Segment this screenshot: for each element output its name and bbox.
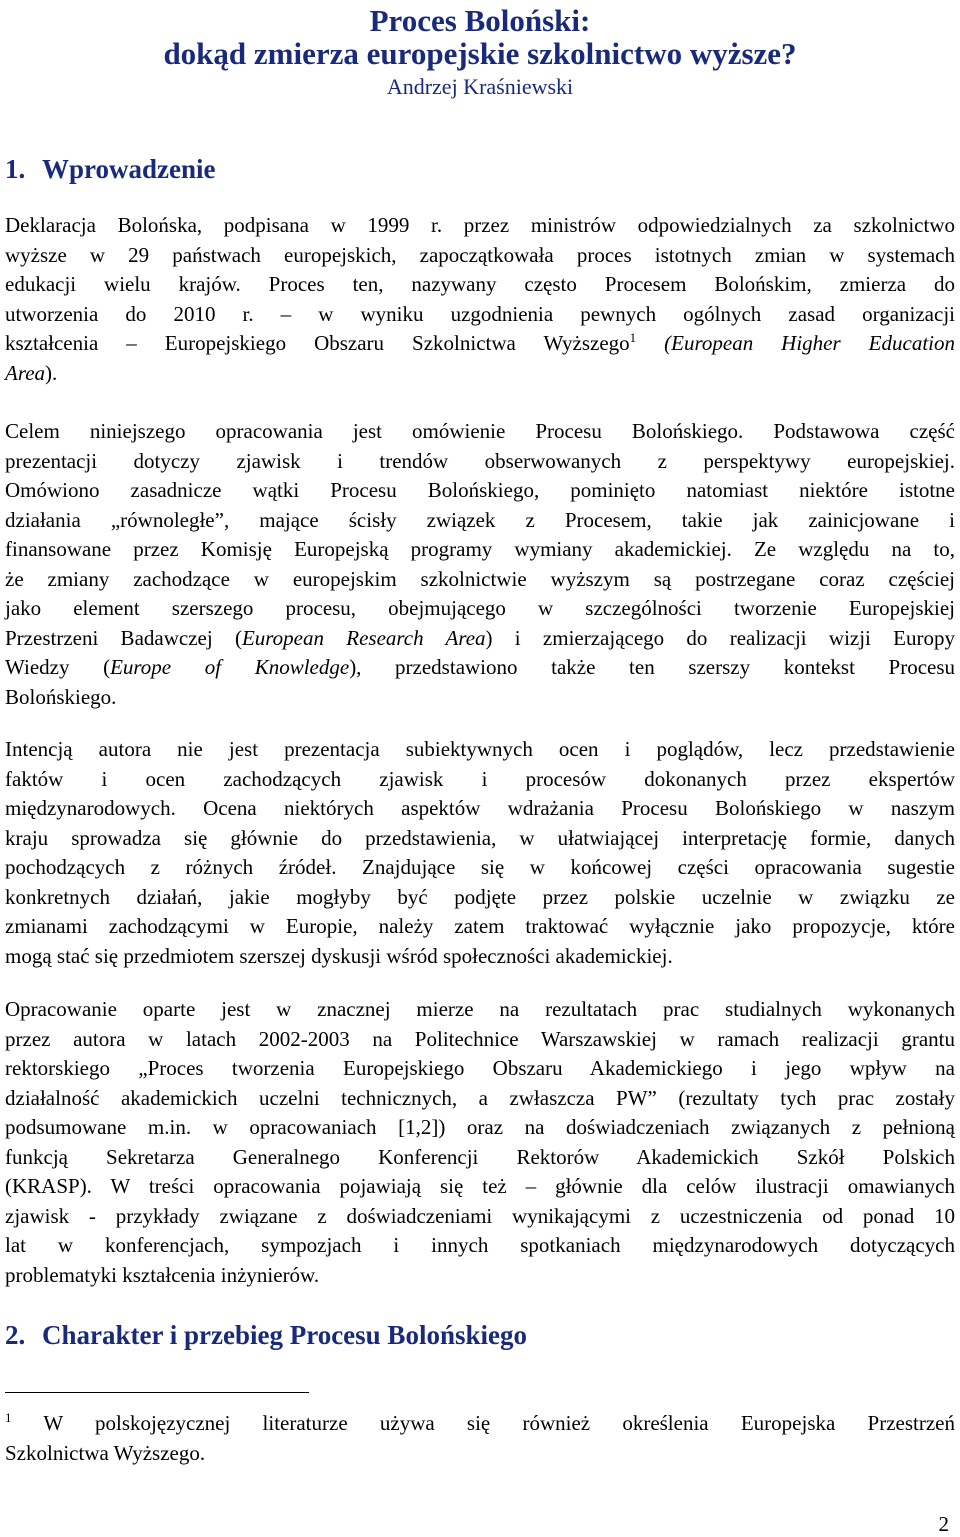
text-line bbox=[5, 359, 955, 389]
page-number: 2 bbox=[938, 1512, 949, 1536]
text-line: że zmiany zachodzące w europejskim szkolnictwie wyższym są postrzegane coraz częściej bbox=[5, 566, 955, 591]
document-title-line-1: Proces Boloński: bbox=[369, 3, 591, 38]
text-line: problematyki kształcenia inżynierów. bbox=[5, 1262, 320, 1287]
text-line: jako element szerszego procesu, obejmującego w szczególności tworzenie Europejskiej bbox=[5, 596, 955, 620]
text-run: Wiedzy ( bbox=[5, 655, 111, 679]
italic-term: Area bbox=[5, 360, 46, 385]
text-line: mogą stać się przedmiotem szerszej dyskusji wśród społeczności akademickiej. bbox=[5, 943, 673, 968]
text-line bbox=[5, 624, 955, 654]
italic-term: (European Higher Education bbox=[664, 331, 955, 355]
text-line: Bolońskiego. bbox=[5, 684, 117, 709]
paragraph-1 bbox=[5, 211, 955, 388]
text-line: kraju sprowadza się głównie do przedstawienia, w ułatwiającej interpretację formie, danych bbox=[5, 825, 955, 850]
text-line: Opracowanie oparte jest w znacznej mierze na rezultatach prac studialnych wykonanych bbox=[5, 997, 955, 1021]
text-line: finansowane przez Komisję Europejską programy wymiany akademickiej. Ze względu na to, bbox=[5, 537, 955, 561]
section-title: Charakter i przebieg Procesu Bolońskiego bbox=[42, 1320, 527, 1350]
text-line: Intencją autora nie jest prezentacja subiektywnych ocen i poglądów, lecz przedstawienie bbox=[5, 737, 955, 761]
footnote bbox=[5, 1408, 955, 1468]
text-line bbox=[5, 329, 955, 359]
text-line: działalność akademickich uczelni technicznych, a zwłaszcza PW” (rezultaty tych prac zostały bbox=[5, 1085, 955, 1110]
footnote-separator bbox=[5, 1392, 309, 1393]
text-line: prezentacji dotyczy zjawisk i trendów obserwowanych z perspektywy europejskiej. bbox=[5, 448, 955, 473]
section-title: Wprowadzenie bbox=[42, 154, 216, 184]
text-line: utworzenia do 2010 r. – w wyniku uzgodnienia pewnych ogólnych zasad organizacji bbox=[5, 301, 955, 326]
section-number: 2. bbox=[5, 1320, 26, 1350]
text-run: ), przedstawiono także ten szerszy kontekst Procesu bbox=[349, 655, 956, 679]
italic-term: European Research Area bbox=[241, 625, 486, 650]
text-line: rektorskiego „Proces tworzenia Europejskiego Obszaru Akademickiego i jego wpływ na bbox=[5, 1056, 955, 1080]
text-line bbox=[5, 1408, 955, 1438]
text-line: funkcją Sekretarza Generalnego Konferencji Rektorów Akademickich Szkół Polskich bbox=[5, 1144, 955, 1169]
footnote-number: 1 bbox=[5, 1410, 12, 1425]
text-line: podsumowane m.in. w opracowaniach [1,2]) oraz na doświadczeniach związanych z pełnioną bbox=[5, 1115, 955, 1139]
text-run: ). bbox=[45, 360, 58, 385]
section-number: 1. bbox=[5, 154, 26, 184]
text-line bbox=[5, 653, 955, 683]
text-line: lat w konferencjach, sympozjach i innych spotkaniach międzynarodowych dotyczących bbox=[5, 1233, 955, 1257]
text-line: konkretnych działań, jakie mogłyby być podjęte przez polskie uczelnie w związku ze bbox=[5, 884, 955, 909]
text-line: faktów i ocen zachodzących zjawisk i procesów dokonanych przez ekspertów bbox=[5, 766, 955, 791]
text-run: W polskojęzycznej literaturze używa się również określenia Europejska Przestrzeń bbox=[43, 1411, 955, 1435]
italic-term: Europe of Knowledge bbox=[110, 655, 350, 679]
author-name: Andrzej Kraśniewski bbox=[386, 74, 574, 99]
text-line: zmianami zachodzącymi w Europie, należy zatem traktować wyłącznie jako propozycje, które bbox=[5, 914, 955, 938]
section-heading-1 bbox=[5, 151, 216, 187]
paragraph-3 bbox=[5, 735, 955, 971]
text-run: ) i zmierzającego do realizacji wizji Europy bbox=[485, 625, 955, 650]
section-heading-2 bbox=[5, 1317, 527, 1353]
text-line: zjawisk - przykłady związane z doświadczeniami wynikającymi z uczestniczenia od ponad 10 bbox=[5, 1203, 955, 1228]
footnote-reference: 1 bbox=[629, 330, 637, 345]
document-title-line-2: dokąd zmierza europejskie szkolnictwo wyższe? bbox=[163, 36, 797, 71]
text-run: Przestrzeni Badawczej ( bbox=[5, 625, 242, 650]
text-line: międzynarodowych. Ocena niektórych aspektów wdrażania Procesu Bolońskiego w naszym bbox=[5, 796, 955, 820]
text-line: Omówiono zasadnicze wątki Procesu Bolońskiego, pominięto natomiast niektóre istotne bbox=[5, 478, 955, 502]
text-line: (KRASP). W treści opracowania pojawiają się też – głównie dla celów ilustracji omawianych bbox=[5, 1174, 955, 1198]
text-run: kształcenia – Europejskiego Obszaru Szkolnictwa Wyższego bbox=[5, 331, 630, 355]
text-line: działania „równoległe”, mające ścisły związek z Procesem, takie jak zainicjowane i bbox=[5, 507, 955, 532]
text-line: przez autora w latach 2002-2003 na Politechnice Warszawskiej w ramach realizacji grantu bbox=[5, 1026, 955, 1051]
text-line: pochodzących z różnych źródeł. Znajdujące się w końcowej części opracowania sugestie bbox=[5, 855, 955, 879]
text-line: Celem niniejszego opracowania jest omówienie Procesu Bolońskiego. Podstawowa część bbox=[5, 419, 955, 443]
text-line: Szkolnictwa Wyższego. bbox=[5, 1441, 206, 1465]
text-line: edukacji wielu krajów. Proces ten, nazywany często Procesem Bolońskim, zmierza do bbox=[5, 272, 955, 296]
paragraph-2 bbox=[5, 417, 955, 712]
paragraph-4 bbox=[5, 995, 955, 1290]
text-line: wyższe w 29 państwach europejskich, zapoczątkowała proces istotnych zmian w systemach bbox=[5, 242, 955, 267]
text-line: Deklaracja Bolońska, podpisana w 1999 r. przez ministrów odpowiedzialnych za szkolnictwo bbox=[5, 213, 955, 237]
